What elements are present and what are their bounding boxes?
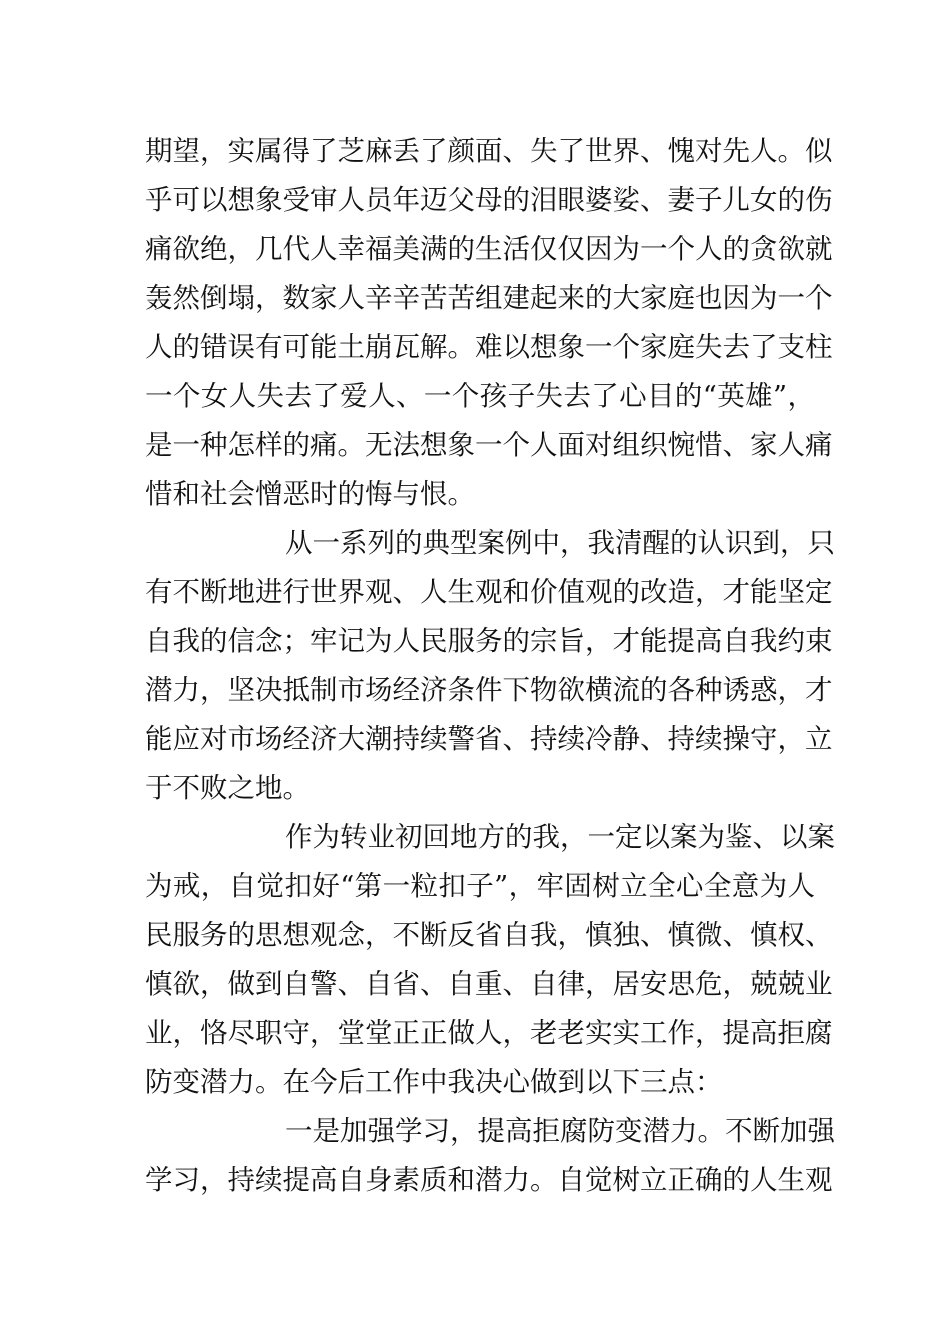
paragraph-line: 业，恪尽职守，堂堂正正做人，老老实实工作，提高拒腐 xyxy=(145,1017,833,1049)
paragraph-line: 防变潜力。在今后工作中我决心做到以下三点： xyxy=(145,1066,723,1098)
paragraph-line: 轰然倒塌，数家人辛辛苦苦组建起来的大家庭也因为一个 xyxy=(145,282,833,314)
paragraph-line: 自我的信念；牢记为人民服务的宗旨，才能提高自我约束 xyxy=(145,625,833,657)
paragraph-line: 于不败之地。 xyxy=(145,772,310,804)
paragraph-line: 从一系列的典型案例中，我清醒的认识到，只 xyxy=(285,527,835,559)
paragraph-line: 学习，持续提高自身素质和潜力。自觉树立正确的人生观 xyxy=(145,1164,833,1196)
document-body xyxy=(145,127,835,1205)
paragraph-1 xyxy=(145,127,833,519)
paragraph-line: 民服务的思想观念，不断反省自我，慎独、慎微、慎权、 xyxy=(145,919,833,951)
paragraph-line: 惜和社会憎恶时的悔与恨。 xyxy=(145,478,475,510)
paragraph-line: 潜力，坚决抵制市场经济条件下物欲横流的各种诱惑，才 xyxy=(145,674,833,706)
paragraph-line: 一个女人失去了爱人、一个孩子失去了心目的“英雄”， xyxy=(145,380,815,412)
paragraph-line: 是一种怎样的痛。无法想象一个人面对组织惋惜、家人痛 xyxy=(145,429,833,461)
paragraph-line: 痛欲绝，几代人幸福美满的生活仅仅因为一个人的贪欲就 xyxy=(145,233,833,265)
paragraph-line: 作为转业初回地方的我，一定以案为鉴、以案 xyxy=(285,821,835,853)
paragraph-2 xyxy=(145,519,835,813)
paragraph-line: 慎欲，做到自警、自省、自重、自律，居安思危，兢兢业 xyxy=(145,968,833,1000)
paragraph-3 xyxy=(145,813,835,1107)
paragraph-line: 能应对市场经济大潮持续警省、持续冷静、持续操守，立 xyxy=(145,723,833,755)
paragraph-line: 为戒，自觉扣好“第一粒扣子”，牢固树立全心全意为人 xyxy=(145,870,815,902)
paragraph-line: 一是加强学习，提高拒腐防变潜力。不断加强 xyxy=(285,1115,835,1147)
paragraph-4 xyxy=(145,1107,835,1205)
paragraph-line: 有不断地进行世界观、人生观和价值观的改造，才能坚定 xyxy=(145,576,833,608)
paragraph-line: 期望，实属得了芝麻丢了颜面、失了世界、愧对先人。似 xyxy=(145,135,833,167)
paragraph-line: 乎可以想象受审人员年迈父母的泪眼婆娑、妻子儿女的伤 xyxy=(145,184,833,216)
paragraph-line: 人的错误有可能土崩瓦解。难以想象一个家庭失去了支柱 xyxy=(145,331,833,363)
